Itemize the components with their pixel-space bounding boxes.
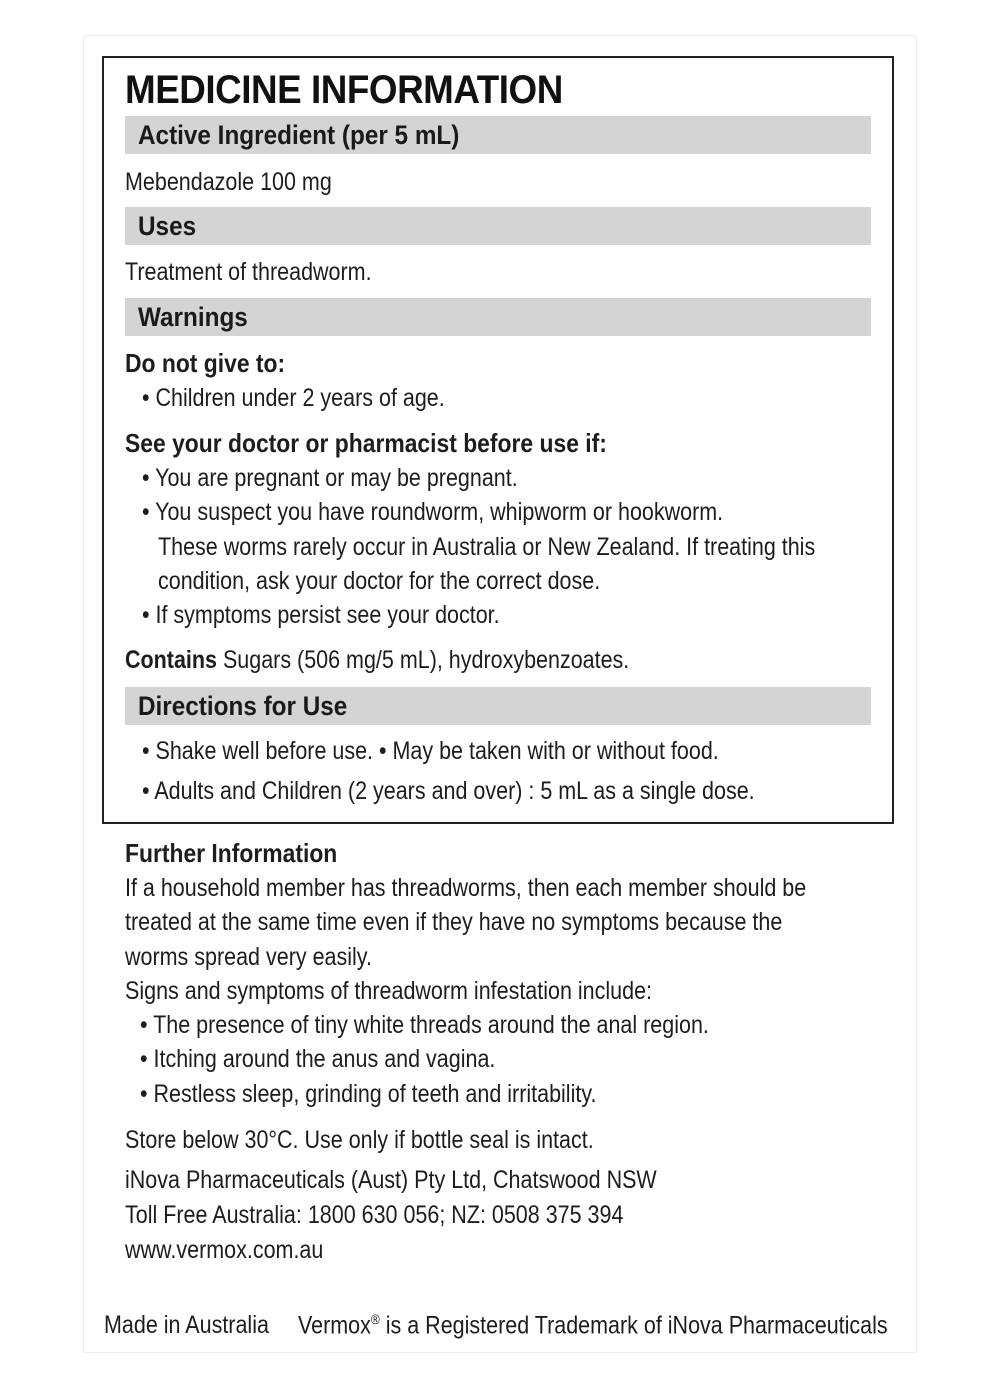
contains-label: Contains xyxy=(125,646,217,674)
trademark-text xyxy=(298,1311,888,1340)
contains-line xyxy=(125,646,629,675)
list-item: • You are pregnant or may be pregnant. xyxy=(142,464,518,492)
list-item: • The presence of tiny white threads around the anal region. xyxy=(140,1011,709,1039)
list-item: • You suspect you have roundworm, whipworm or hookworm. xyxy=(142,498,724,526)
made-in-text: Made in Australia xyxy=(104,1311,269,1339)
active-ingredient-heading: Active Ingredient (per 5 mL) xyxy=(138,120,460,150)
contains-text: Sugars (506 mg/5 mL), hydroxybenzoates. xyxy=(216,646,630,674)
storage-text: Store below 30°C. Use only if bottle seal is intact. xyxy=(125,1126,594,1154)
further-info-line: worms spread very easily. xyxy=(125,943,372,971)
list-item: • If symptoms persist see your doctor. xyxy=(142,601,500,629)
list-item-continued: condition, ask your doctor for the correct dose. xyxy=(158,567,601,595)
further-info-line: If a household member has threadworms, then each member should be xyxy=(125,874,807,902)
active-ingredient-text: Mebendazole 100 mg xyxy=(125,168,332,196)
warnings-heading: Warnings xyxy=(138,302,248,332)
company-website: www.vermox.com.au xyxy=(125,1236,324,1264)
further-info-line: treated at the same time even if they have no symptoms because the xyxy=(125,908,783,936)
see-doctor-heading: See your doctor or pharmacist before use if: xyxy=(125,428,607,458)
list-item: • Restless sleep, grinding of teeth and irritability. xyxy=(140,1080,597,1108)
uses-text: Treatment of threadworm. xyxy=(125,258,372,286)
further-info-line: Signs and symptoms of threadworm infestation include: xyxy=(125,977,653,1005)
active-ingredient-header xyxy=(125,116,871,154)
directions-heading: Directions for Use xyxy=(138,691,348,721)
list-item: • Adults and Children (2 years and over) : 5 mL as a single dose. xyxy=(142,777,755,805)
warnings-header xyxy=(125,298,871,336)
list-item: • Shake well before use. • May be taken with or without food. xyxy=(142,737,719,765)
list-item-continued: These worms rarely occur in Australia or New Zealand. If treating this xyxy=(158,533,816,561)
page-title: MEDICINE INFORMATION xyxy=(125,68,563,112)
company-name: iNova Pharmaceuticals (Aust) Pty Ltd, Chatswood NSW xyxy=(125,1166,657,1194)
uses-heading: Uses xyxy=(138,211,197,241)
brand-name: Vermox xyxy=(298,1311,371,1340)
list-item: • Children under 2 years of age. xyxy=(142,384,445,412)
uses-header xyxy=(125,207,871,245)
registered-mark: ® xyxy=(370,1311,380,1327)
list-item: • Itching around the anus and vagina. xyxy=(140,1045,496,1073)
do-not-give-heading: Do not give to: xyxy=(125,348,286,378)
directions-header xyxy=(125,687,871,725)
trademark-statement: is a Registered Trademark of iNova Pharmaceuticals xyxy=(379,1311,888,1340)
company-phone: Toll Free Australia: 1800 630 056; NZ: 0508 375 394 xyxy=(125,1201,624,1229)
further-info-heading: Further Information xyxy=(125,838,338,868)
